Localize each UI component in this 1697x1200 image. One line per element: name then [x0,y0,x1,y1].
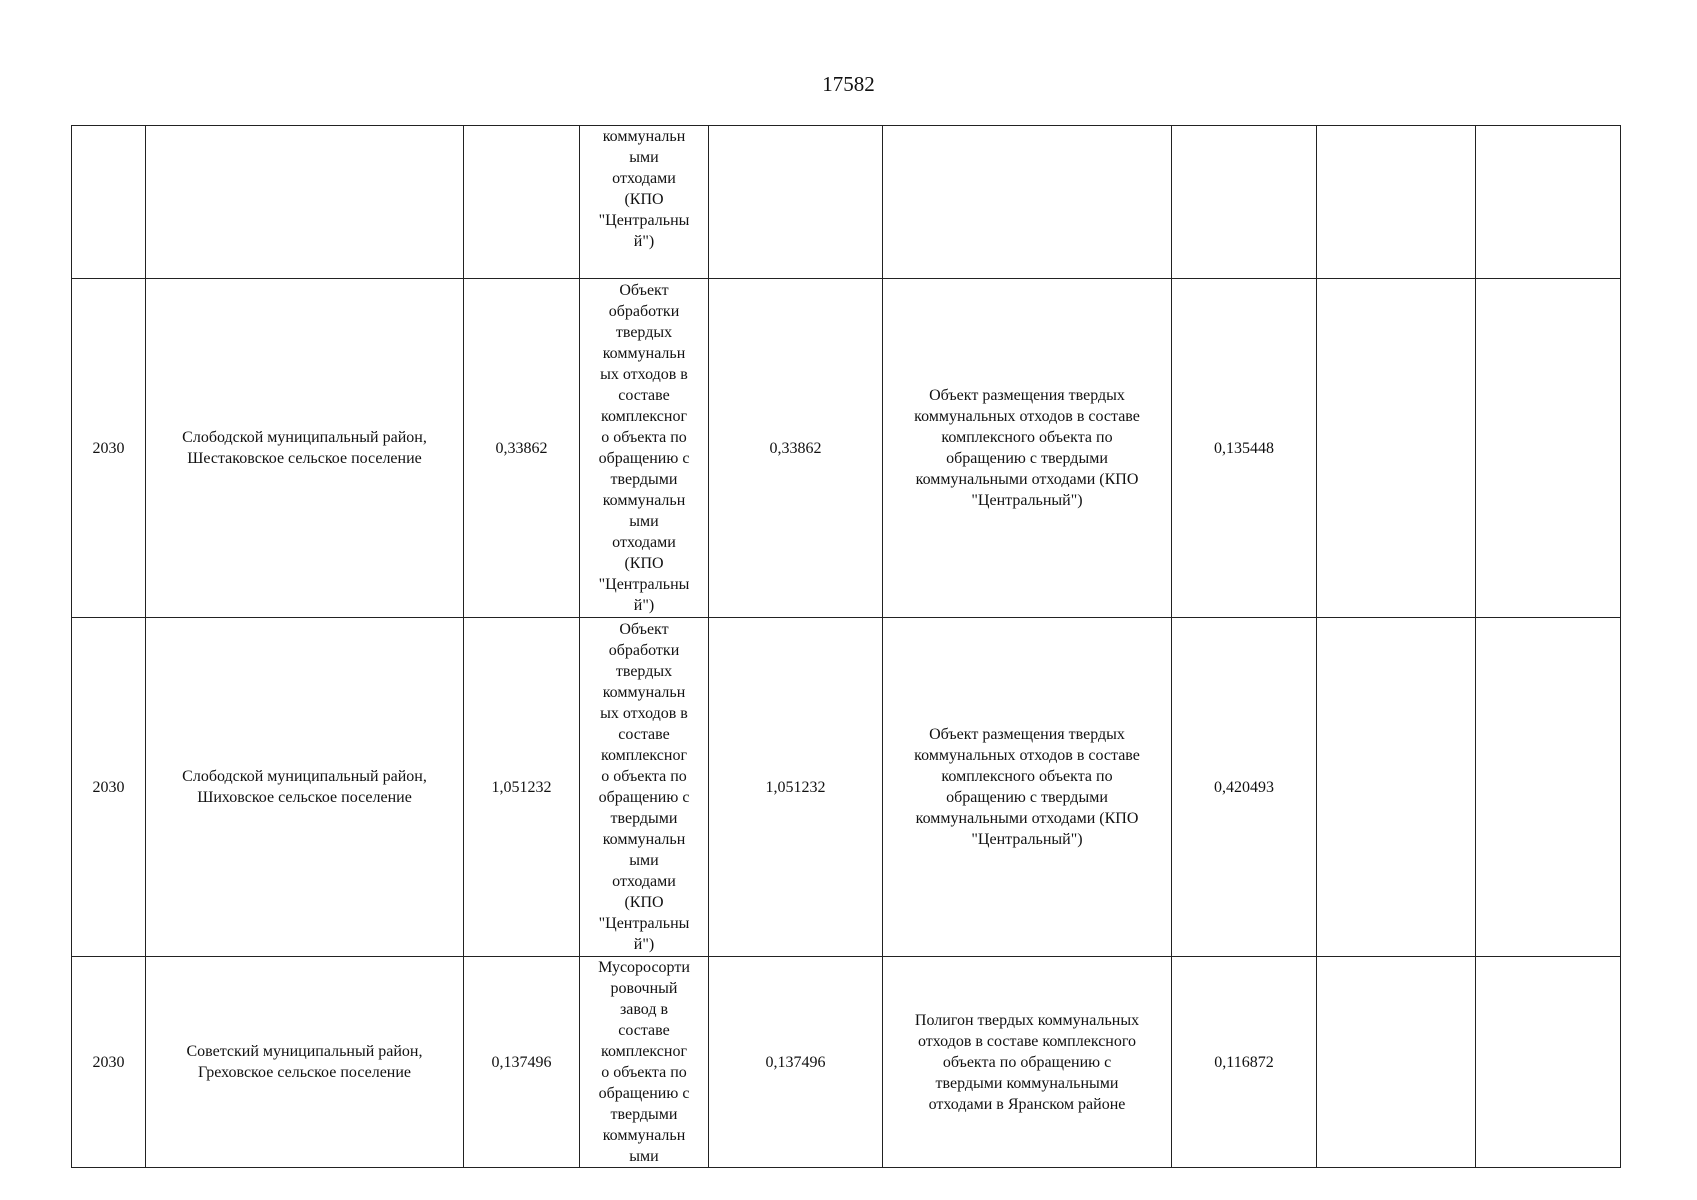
table-row [72,279,1621,618]
facility2-cell: Объект размещения твердых коммунальных отходов в составе комплексного объекта по обращению с твердыми коммунальными отходами (КПО "Центральный") [883,279,1172,618]
value1-cell: 0,137496 [464,957,580,1168]
value2-cell [709,126,883,279]
empty-cell [1476,279,1621,618]
empty-cell [1317,279,1476,618]
facility1-cell: Объект обработки твердых коммунальн ых отходов в составе комплексног о объекта по обращению с твердыми коммунальн ыми отходами (КПО "Центральны й") [580,279,709,618]
year-cell: 2030 [72,618,146,957]
waste-facility-table [71,125,1621,1168]
facility1-cell: Мусоросорти ровочный завод в составе комплексног о объекта по обращению с твердыми коммунальн ыми [580,957,709,1168]
year-cell: 2030 [72,957,146,1168]
value2-cell: 1,051232 [709,618,883,957]
facility2-cell: Полигон твердых коммунальных отходов в составе комплексного объекта по обращению с твердыми коммунальными отходами в Яранском районе [883,957,1172,1168]
table-row-continued [72,126,1621,279]
empty-cell [1317,126,1476,279]
location-cell: Слободской муниципальный район, Шестаковское сельское поселение [146,279,464,618]
page-number: 17582 [822,72,875,96]
empty-cell [1476,618,1621,957]
location-cell [146,126,464,279]
value1-cell: 0,33862 [464,279,580,618]
year-cell [72,126,146,279]
facility2-cell [883,126,1172,279]
empty-cell [1476,126,1621,279]
empty-cell [1476,957,1621,1168]
value3-cell [1172,126,1317,279]
empty-cell [1317,957,1476,1168]
location-cell: Слободской муниципальный район, Шиховское сельское поселение [146,618,464,957]
value2-cell: 0,137496 [709,957,883,1168]
facility1-cell: коммунальн ыми отходами (КПО "Центральны й") [580,126,709,279]
location-cell: Советский муниципальный район, Греховское сельское поселение [146,957,464,1168]
table-row [72,618,1621,957]
facility1-cell: Объект обработки твердых коммунальн ых отходов в составе комплексног о объекта по обращению с твердыми коммунальн ыми отходами (КПО "Центральны й") [580,618,709,957]
value3-cell: 0,420493 [1172,618,1317,957]
value3-cell: 0,135448 [1172,279,1317,618]
facility2-cell: Объект размещения твердых коммунальных отходов в составе комплексного объекта по обращению с твердыми коммунальными отходами (КПО "Центральный") [883,618,1172,957]
value1-cell: 1,051232 [464,618,580,957]
value3-cell: 0,116872 [1172,957,1317,1168]
year-cell: 2030 [72,279,146,618]
table-row [72,957,1621,1168]
empty-cell [1317,618,1476,957]
value1-cell [464,126,580,279]
value2-cell: 0,33862 [709,279,883,618]
